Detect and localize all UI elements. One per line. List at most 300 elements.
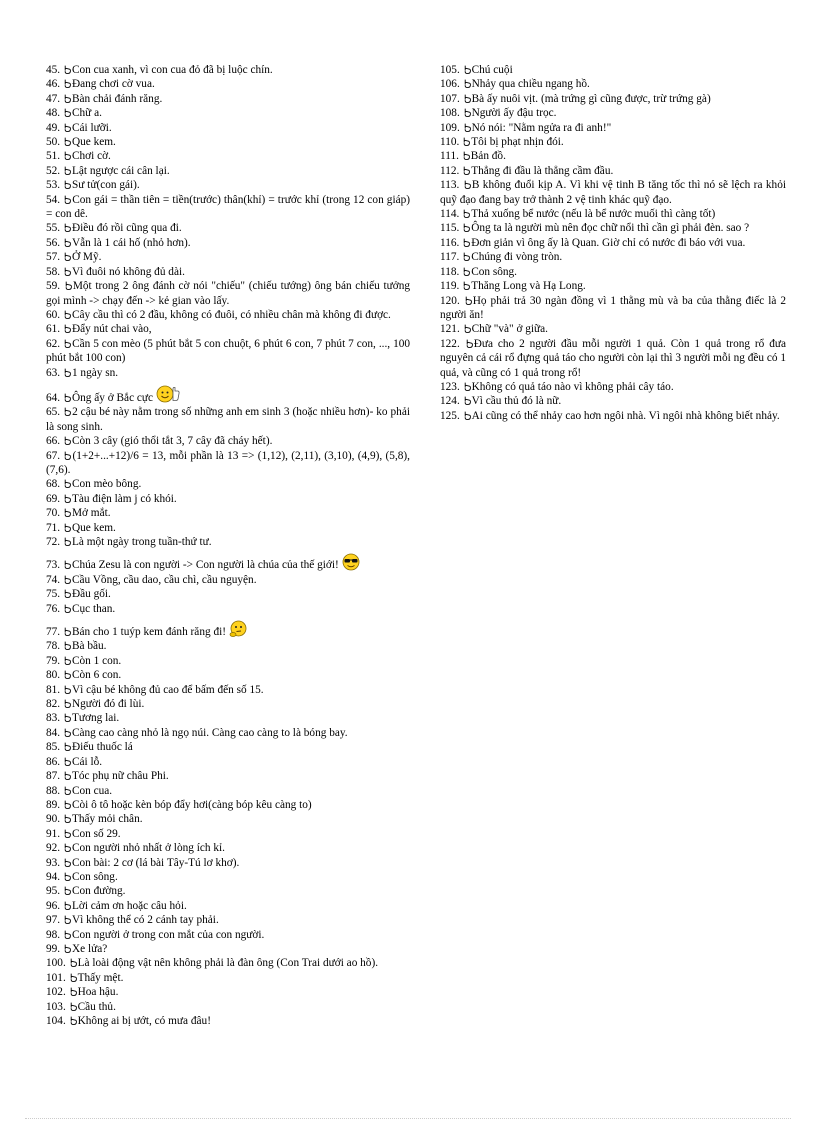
answer-text: Sư tử(con gái). bbox=[71, 179, 140, 192]
answer-item bbox=[46, 77, 410, 91]
answer-item bbox=[46, 337, 410, 366]
answer-item bbox=[46, 405, 410, 434]
pointing-hand-icon bbox=[64, 151, 71, 160]
pointing-hand-icon bbox=[64, 94, 71, 103]
answer-text: Tương lai. bbox=[71, 712, 120, 725]
answer-item bbox=[440, 63, 786, 77]
left-answer-column bbox=[46, 63, 410, 1028]
answer-number: 47. bbox=[46, 92, 61, 105]
answer-number: 102. bbox=[46, 986, 66, 999]
answer-item bbox=[46, 477, 410, 491]
answer-item bbox=[46, 1014, 410, 1028]
answer-item bbox=[46, 434, 410, 448]
answer-item bbox=[440, 294, 786, 323]
answer-item bbox=[46, 63, 410, 77]
answer-item bbox=[46, 308, 410, 322]
answer-number: 125. bbox=[440, 409, 460, 422]
answer-text: Ông ấy ở Bắc cực bbox=[71, 391, 154, 404]
answer-text: Đẩy nút chai vào, bbox=[71, 323, 152, 336]
answer-number: 119. bbox=[440, 280, 460, 293]
answer-item bbox=[46, 135, 410, 149]
pointing-hand-icon bbox=[64, 872, 71, 881]
pointing-hand-icon bbox=[64, 108, 71, 117]
answer-text: Bàn chải đánh răng. bbox=[71, 92, 163, 105]
answer-number: 64. bbox=[46, 391, 61, 404]
answer-number: 109. bbox=[440, 121, 460, 134]
answer-number: 78. bbox=[46, 640, 61, 653]
answer-text: Con người nhỏ nhất ở lòng ích kỉ. bbox=[71, 842, 225, 855]
answer-number: 94. bbox=[46, 870, 61, 883]
pointing-hand-icon bbox=[64, 771, 71, 780]
answer-item bbox=[46, 221, 410, 235]
answer-text: Hoa hậu. bbox=[77, 986, 119, 999]
answer-item bbox=[46, 322, 410, 336]
pointing-hand-icon bbox=[70, 1002, 77, 1011]
answer-item bbox=[46, 654, 410, 668]
answer-text: Vẫn là 1 cái hố (nhỏ hơn). bbox=[71, 236, 191, 249]
thinking-smiley-icon bbox=[229, 620, 247, 638]
answer-item bbox=[46, 971, 410, 985]
answer-number: 100. bbox=[46, 957, 66, 970]
answer-item bbox=[46, 553, 410, 572]
answer-item bbox=[440, 279, 786, 293]
answer-text: Lời cảm ơn hoặc câu hỏi. bbox=[71, 899, 187, 912]
answer-item bbox=[440, 135, 786, 149]
pointing-hand-icon bbox=[64, 508, 71, 517]
pointing-hand-icon bbox=[464, 123, 471, 132]
pointing-hand-icon bbox=[64, 915, 71, 924]
answer-item bbox=[440, 149, 786, 163]
pointing-hand-icon bbox=[64, 728, 71, 737]
answer-text: Con cua. bbox=[71, 784, 113, 797]
pointing-hand-icon bbox=[64, 930, 71, 939]
answer-item bbox=[46, 149, 410, 163]
answer-item bbox=[440, 164, 786, 178]
answer-number: 53. bbox=[46, 179, 61, 192]
answer-text: Con người ở trong con mắt của con người. bbox=[71, 928, 265, 941]
answer-item bbox=[46, 92, 410, 106]
answer-item bbox=[46, 784, 410, 798]
answer-item bbox=[46, 942, 410, 956]
answer-number: 73. bbox=[46, 559, 61, 572]
pointing-hand-icon bbox=[64, 393, 71, 402]
answer-number: 112. bbox=[440, 164, 460, 177]
answer-item bbox=[46, 697, 410, 711]
answer-text: Vì cậu bé không đủ cao để bấm đến số 15. bbox=[71, 683, 264, 696]
answer-number: 105. bbox=[440, 64, 460, 76]
answer-number: 124. bbox=[440, 395, 460, 408]
answer-number: 49. bbox=[46, 121, 61, 134]
answer-number: 83. bbox=[46, 712, 61, 725]
answer-text: Cái lưỡi. bbox=[71, 121, 112, 134]
pointing-hand-icon bbox=[64, 252, 71, 261]
answer-text: Là một ngày trong tuần-thứ tư. bbox=[71, 536, 212, 548]
answer-text: Đơn giản vì ông ấy là Quan. Giờ chỉ có nước đi báo với vua. bbox=[471, 236, 746, 249]
answer-number: 87. bbox=[46, 770, 61, 783]
answer-item bbox=[46, 726, 410, 740]
answer-text: Con đường. bbox=[71, 885, 126, 898]
pointing-hand-icon bbox=[64, 757, 71, 766]
answer-item bbox=[46, 250, 410, 264]
answer-text: Cục than. bbox=[71, 602, 116, 615]
answer-text: Còn 6 con. bbox=[71, 669, 122, 682]
answer-number: 61. bbox=[46, 323, 61, 336]
answer-number: 62. bbox=[46, 337, 61, 350]
answer-number: 123. bbox=[440, 380, 460, 393]
answer-text: Vì không thể có 2 cánh tay phải. bbox=[71, 914, 219, 927]
answer-item bbox=[46, 740, 410, 754]
pointing-hand-icon bbox=[464, 396, 471, 405]
answer-text: Thấy mệt. bbox=[77, 971, 124, 984]
pointing-hand-icon bbox=[463, 166, 470, 175]
answer-item bbox=[440, 337, 786, 380]
answer-number: 89. bbox=[46, 798, 61, 811]
answer-text: Còn 3 cây (gió thổi tắt 3, 7 cây đã cháy hết). bbox=[71, 435, 273, 448]
answer-item bbox=[46, 492, 410, 506]
pointing-hand-icon bbox=[64, 699, 71, 708]
pointing-hand-icon bbox=[64, 604, 71, 613]
answer-number: 57. bbox=[46, 251, 61, 264]
answer-number: 110. bbox=[440, 136, 460, 149]
answer-number: 116. bbox=[440, 236, 460, 249]
answer-number: 82. bbox=[46, 698, 61, 711]
answer-number: 118. bbox=[440, 265, 460, 278]
answer-text: Còi ô tô hoặc kèn bóp đẩy hơi(càng bóp kêu càng to) bbox=[71, 798, 312, 811]
pointing-hand-icon bbox=[64, 324, 71, 333]
answer-number: 98. bbox=[46, 928, 61, 941]
answer-text: Con gái = thần tiên = tiền(trước) thân(khỉ) = trước khỉ (trong 12 con giáp) = con dê. bbox=[46, 193, 411, 221]
answer-number: 99. bbox=[46, 942, 61, 955]
pointing-hand-icon bbox=[64, 560, 71, 569]
pointing-hand-icon bbox=[463, 223, 470, 232]
answer-item bbox=[440, 178, 786, 207]
answer-text: Còn 1 con. bbox=[71, 654, 122, 667]
answer-text: Chơi cờ. bbox=[71, 150, 111, 163]
pointing-hand-icon bbox=[70, 1016, 77, 1025]
answer-number: 91. bbox=[46, 827, 61, 840]
answer-item bbox=[46, 683, 410, 697]
pointing-hand-icon bbox=[64, 589, 71, 598]
pointing-hand-icon bbox=[464, 65, 471, 74]
answer-text: Chú cuội bbox=[471, 64, 513, 76]
pointing-hand-icon bbox=[463, 267, 470, 276]
answer-item bbox=[440, 322, 786, 336]
answer-item bbox=[46, 535, 410, 549]
answer-item bbox=[46, 587, 410, 601]
answer-text: Ông ta là người mù nên đọc chữ nổi thì cần gì phải đèn. sao ? bbox=[471, 222, 750, 235]
answer-text: Chữ a. bbox=[71, 107, 102, 120]
answer-item bbox=[46, 164, 410, 178]
answer-text: Con bài: 2 cơ (lá bài Tây-Tú lơ khơ). bbox=[71, 856, 240, 869]
answer-text: Thẳng đi đầu là thẳng cầm đầu. bbox=[471, 164, 614, 177]
answer-item bbox=[46, 506, 410, 520]
pointing-hand-icon bbox=[64, 829, 71, 838]
answer-text: Vì cầu thủ đó là nữ. bbox=[471, 395, 562, 408]
answer-number: 79. bbox=[46, 654, 61, 667]
answer-item bbox=[440, 207, 786, 221]
pointing-hand-icon bbox=[64, 537, 71, 546]
pointing-hand-icon bbox=[463, 137, 470, 146]
answer-number: 92. bbox=[46, 842, 61, 855]
answer-text: Là loài động vật nên không phải là đàn ông (Con Trai dưới ao hồ). bbox=[77, 957, 379, 970]
answer-number: 51. bbox=[46, 150, 61, 163]
answer-text: Tóc phụ nữ châu Phi. bbox=[71, 770, 169, 783]
pointing-hand-icon bbox=[64, 713, 71, 722]
answer-item bbox=[46, 279, 410, 308]
answer-text: Bà ấy nuôi vịt. (mà trứng gì cũng được, trừ trứng gà) bbox=[471, 92, 711, 105]
answer-item bbox=[46, 827, 410, 841]
answer-item bbox=[440, 92, 786, 106]
answer-number: 96. bbox=[46, 899, 61, 912]
answer-text: Một trong 2 ông đánh cờ nói "chiếu" (chiếu tướng) ông bán chiếu tưởng gọi mình -> chạy đến -> kẻ gian vào lấy. bbox=[46, 280, 411, 307]
pointing-hand-icon bbox=[64, 436, 71, 445]
answer-item bbox=[440, 236, 786, 250]
answer-text: Bà bầu. bbox=[71, 640, 107, 653]
answer-text: Người ấy đậu trọc. bbox=[471, 107, 557, 120]
pointing-hand-icon bbox=[64, 479, 71, 488]
answer-item bbox=[440, 409, 786, 423]
pointing-hand-icon bbox=[463, 281, 470, 290]
answer-number: 121. bbox=[440, 323, 460, 336]
answer-number: 122. bbox=[440, 337, 460, 350]
pointing-hand-icon bbox=[64, 180, 71, 189]
answer-item bbox=[46, 913, 410, 927]
answer-item bbox=[46, 668, 410, 682]
answer-number: 77. bbox=[46, 626, 61, 639]
answer-number: 108. bbox=[440, 107, 460, 120]
pointing-hand-icon bbox=[64, 800, 71, 809]
answer-text: Lật ngược cái cân lại. bbox=[71, 164, 170, 177]
answer-number: 65. bbox=[46, 406, 61, 419]
pointing-hand-icon bbox=[64, 656, 71, 665]
pointing-hand-icon bbox=[64, 523, 71, 532]
answer-number: 106. bbox=[440, 78, 460, 91]
pointing-hand-icon bbox=[64, 786, 71, 795]
answer-item bbox=[46, 884, 410, 898]
answer-text: Không ai bị ướt, có mưa đâu! bbox=[77, 1015, 211, 1027]
answer-item bbox=[46, 928, 410, 942]
answer-item bbox=[46, 899, 410, 913]
pointing-hand-icon bbox=[64, 944, 71, 953]
answer-item bbox=[46, 812, 410, 826]
answer-text: Chữ "và" ở giữa. bbox=[471, 323, 548, 336]
answer-item bbox=[440, 121, 786, 135]
pointing-hand-icon bbox=[64, 858, 71, 867]
answer-item bbox=[46, 870, 410, 884]
pointing-hand-icon bbox=[64, 123, 71, 132]
pointing-hand-icon bbox=[64, 223, 71, 232]
answer-text: Que kem. bbox=[71, 521, 116, 534]
answer-text: Cầu thủ. bbox=[77, 1000, 116, 1013]
answer-number: 50. bbox=[46, 136, 61, 149]
answer-item bbox=[46, 193, 410, 222]
answer-number: 58. bbox=[46, 265, 61, 278]
pointing-hand-icon bbox=[64, 742, 71, 751]
pointing-hand-icon bbox=[64, 79, 71, 88]
answer-item bbox=[46, 639, 410, 653]
pointing-hand-icon bbox=[64, 814, 71, 823]
answer-item bbox=[46, 798, 410, 812]
answer-text: Thả xuống bể nước (nếu là bể nước muối thì càng tốt) bbox=[471, 208, 716, 221]
answer-number: 80. bbox=[46, 669, 61, 682]
pointing-hand-icon bbox=[466, 339, 473, 348]
pointing-hand-icon bbox=[64, 65, 71, 74]
answer-item bbox=[46, 384, 410, 405]
answer-text: Đầu gối. bbox=[71, 588, 111, 601]
answer-item bbox=[46, 711, 410, 725]
answer-text: Xe lửa? bbox=[71, 942, 108, 955]
answer-text: Cái lỗ. bbox=[71, 755, 103, 768]
answer-number: 63. bbox=[46, 366, 61, 379]
answer-number: 117. bbox=[440, 251, 460, 264]
answer-item bbox=[46, 521, 410, 535]
answer-number: 81. bbox=[46, 683, 61, 696]
answer-text: Thấy mỏi chân. bbox=[71, 813, 143, 826]
answer-number: 111. bbox=[440, 150, 459, 163]
answer-item bbox=[46, 573, 410, 587]
answer-text: Con sông. bbox=[471, 265, 518, 278]
answer-item bbox=[46, 620, 410, 639]
answer-number: 86. bbox=[46, 755, 61, 768]
pointing-hand-icon bbox=[64, 575, 71, 584]
answer-text: Tàu điện làm j có khói. bbox=[71, 492, 177, 505]
answer-text: Nhảy qua chiều ngang hồ. bbox=[471, 78, 590, 91]
pointing-hand-icon bbox=[464, 108, 471, 117]
answer-item bbox=[46, 856, 410, 870]
answer-number: 55. bbox=[46, 222, 61, 235]
answer-number: 93. bbox=[46, 856, 61, 869]
answer-item bbox=[46, 985, 410, 999]
answer-text: Họ phải trả 30 ngàn đồng vì 1 thằng mù và ba của thằng điếc là 2 người ăn! bbox=[440, 294, 786, 321]
answer-number: 88. bbox=[46, 784, 61, 797]
answer-text: Bán cho 1 tuýp kem đánh răng đi! bbox=[71, 626, 226, 639]
pointing-hand-icon bbox=[64, 310, 71, 319]
answer-number: 120. bbox=[440, 294, 460, 307]
answer-item bbox=[46, 265, 410, 279]
answer-text: B không đuổi kịp A. Vì khi vệ tinh B tăng tốc thì nó sẽ lệch ra khỏi quỹ đạo đang bay trở thành 2 vệ tinh khác quỹ đạo. bbox=[440, 179, 786, 206]
answer-item bbox=[46, 841, 410, 855]
answer-item bbox=[46, 602, 410, 616]
answer-number: 48. bbox=[46, 107, 61, 120]
pointing-hand-icon bbox=[64, 238, 71, 247]
pointing-hand-icon bbox=[64, 407, 71, 416]
answer-number: 71. bbox=[46, 521, 61, 534]
pointing-hand-icon bbox=[464, 382, 471, 391]
answer-number: 104. bbox=[46, 1015, 66, 1027]
pointing-hand-icon bbox=[464, 79, 471, 88]
answer-number: 69. bbox=[46, 492, 61, 505]
answer-text: Cầu Vồng, cầu dao, cầu chì, cầu nguyện. bbox=[71, 573, 257, 586]
pointing-hand-icon bbox=[64, 494, 71, 503]
pointing-hand-icon bbox=[64, 339, 71, 348]
pointing-hand-icon bbox=[64, 166, 71, 175]
answer-item bbox=[440, 221, 786, 235]
thumbs-up-smiley-icon bbox=[156, 384, 180, 404]
answer-text: Càng cao càng nhỏ là ngọ núi. Càng cao càng to là bóng bay. bbox=[71, 726, 348, 739]
pointing-hand-icon bbox=[64, 368, 71, 377]
pointing-hand-icon bbox=[463, 209, 470, 218]
pointing-hand-icon bbox=[464, 411, 471, 420]
answer-number: 74. bbox=[46, 573, 61, 586]
answer-text: Cần 5 con mèo (5 phút bắt 5 con chuột, 6 phút 6 con, 7 phút 7 con, ..., 100 phút bắt 100 con) bbox=[46, 337, 411, 365]
answer-item bbox=[46, 1000, 410, 1014]
answer-number: 59. bbox=[46, 280, 61, 293]
answer-number: 54. bbox=[46, 193, 61, 206]
answer-text: Thăng Long và Hạ Long. bbox=[471, 280, 586, 293]
answer-number: 66. bbox=[46, 435, 61, 448]
answer-item bbox=[440, 250, 786, 264]
answer-text: 2 cậu bé này nằm trong số những anh em sinh 3 (hoặc nhiều hơn)- ko phải là song sinh. bbox=[46, 406, 410, 433]
answer-item bbox=[46, 449, 410, 478]
answer-text: Người đó đi lùi. bbox=[71, 698, 145, 711]
page-bottom-divider bbox=[25, 1118, 791, 1119]
answer-number: 56. bbox=[46, 236, 61, 249]
pointing-hand-icon bbox=[70, 987, 77, 996]
answer-text: Con mèo bông. bbox=[71, 478, 142, 491]
pointing-hand-icon bbox=[64, 627, 71, 636]
answer-text: Bản đồ. bbox=[470, 150, 506, 163]
pointing-hand-icon bbox=[70, 973, 77, 982]
answer-text: Mở mắt. bbox=[71, 507, 111, 520]
pointing-hand-icon bbox=[64, 267, 71, 276]
answer-text: Không có quả táo nào vì không phải cây táo. bbox=[471, 380, 674, 393]
cool-sunglasses-smiley-icon bbox=[342, 553, 360, 571]
answer-item bbox=[440, 380, 786, 394]
answer-text: Đưa cho 2 người đầu mỗi người 1 quả. Còn 1 quả trong rổ đưa nguyên cả cái rổ đựng quả táo cho người còn lại thì 3 người mỗi ng đều có 1 quả, và cũng có 1 quả trong rổ! bbox=[440, 337, 786, 379]
answer-number: 52. bbox=[46, 164, 61, 177]
answer-number: 85. bbox=[46, 741, 61, 754]
answer-text: Tôi bị phạt nhịn đói. bbox=[471, 136, 564, 149]
answer-number: 114. bbox=[440, 208, 460, 221]
answer-number: 75. bbox=[46, 588, 61, 601]
answer-item bbox=[440, 394, 786, 408]
pointing-hand-icon bbox=[65, 281, 72, 290]
answer-number: 113. bbox=[440, 179, 460, 192]
answer-number: 67. bbox=[46, 449, 61, 462]
answer-text: Con cua xanh, vì con cua đỏ đã bị luộc chín. bbox=[71, 64, 273, 76]
answer-text: Con số 29. bbox=[71, 827, 121, 840]
pointing-hand-icon bbox=[464, 180, 471, 189]
answer-text: Con sông. bbox=[71, 870, 118, 883]
answer-text: Điếu thuốc lá bbox=[71, 741, 133, 754]
answer-text: Nó nói: "Nằm ngửa ra đi anh!" bbox=[471, 121, 612, 134]
answer-item bbox=[46, 236, 410, 250]
answer-number: 95. bbox=[46, 885, 61, 898]
pointing-hand-icon bbox=[64, 670, 71, 679]
answer-item bbox=[46, 106, 410, 120]
pointing-hand-icon bbox=[64, 641, 71, 650]
pointing-hand-icon bbox=[64, 195, 71, 204]
answer-item bbox=[440, 265, 786, 279]
answer-text: Que kem. bbox=[71, 136, 116, 149]
answer-number: 115. bbox=[440, 222, 460, 235]
answer-number: 84. bbox=[46, 726, 61, 739]
answer-number: 72. bbox=[46, 536, 61, 548]
pointing-hand-icon bbox=[64, 886, 71, 895]
answer-item bbox=[46, 121, 410, 135]
answer-number: 68. bbox=[46, 478, 61, 491]
right-answer-column bbox=[440, 63, 786, 423]
answer-number: 90. bbox=[46, 813, 61, 826]
answer-text: (1+2+...+12)/6 = 13, mỗi phần là 13 => (1,12), (2,11), (3,10), (4,9), (5,8), (7,6). bbox=[46, 449, 410, 476]
answer-number: 101. bbox=[46, 971, 66, 984]
pointing-hand-icon bbox=[463, 151, 470, 160]
answer-number: 97. bbox=[46, 914, 61, 927]
answer-item bbox=[46, 956, 410, 970]
pointing-hand-icon bbox=[464, 94, 471, 103]
answer-item bbox=[440, 77, 786, 91]
pointing-hand-icon bbox=[465, 296, 472, 305]
